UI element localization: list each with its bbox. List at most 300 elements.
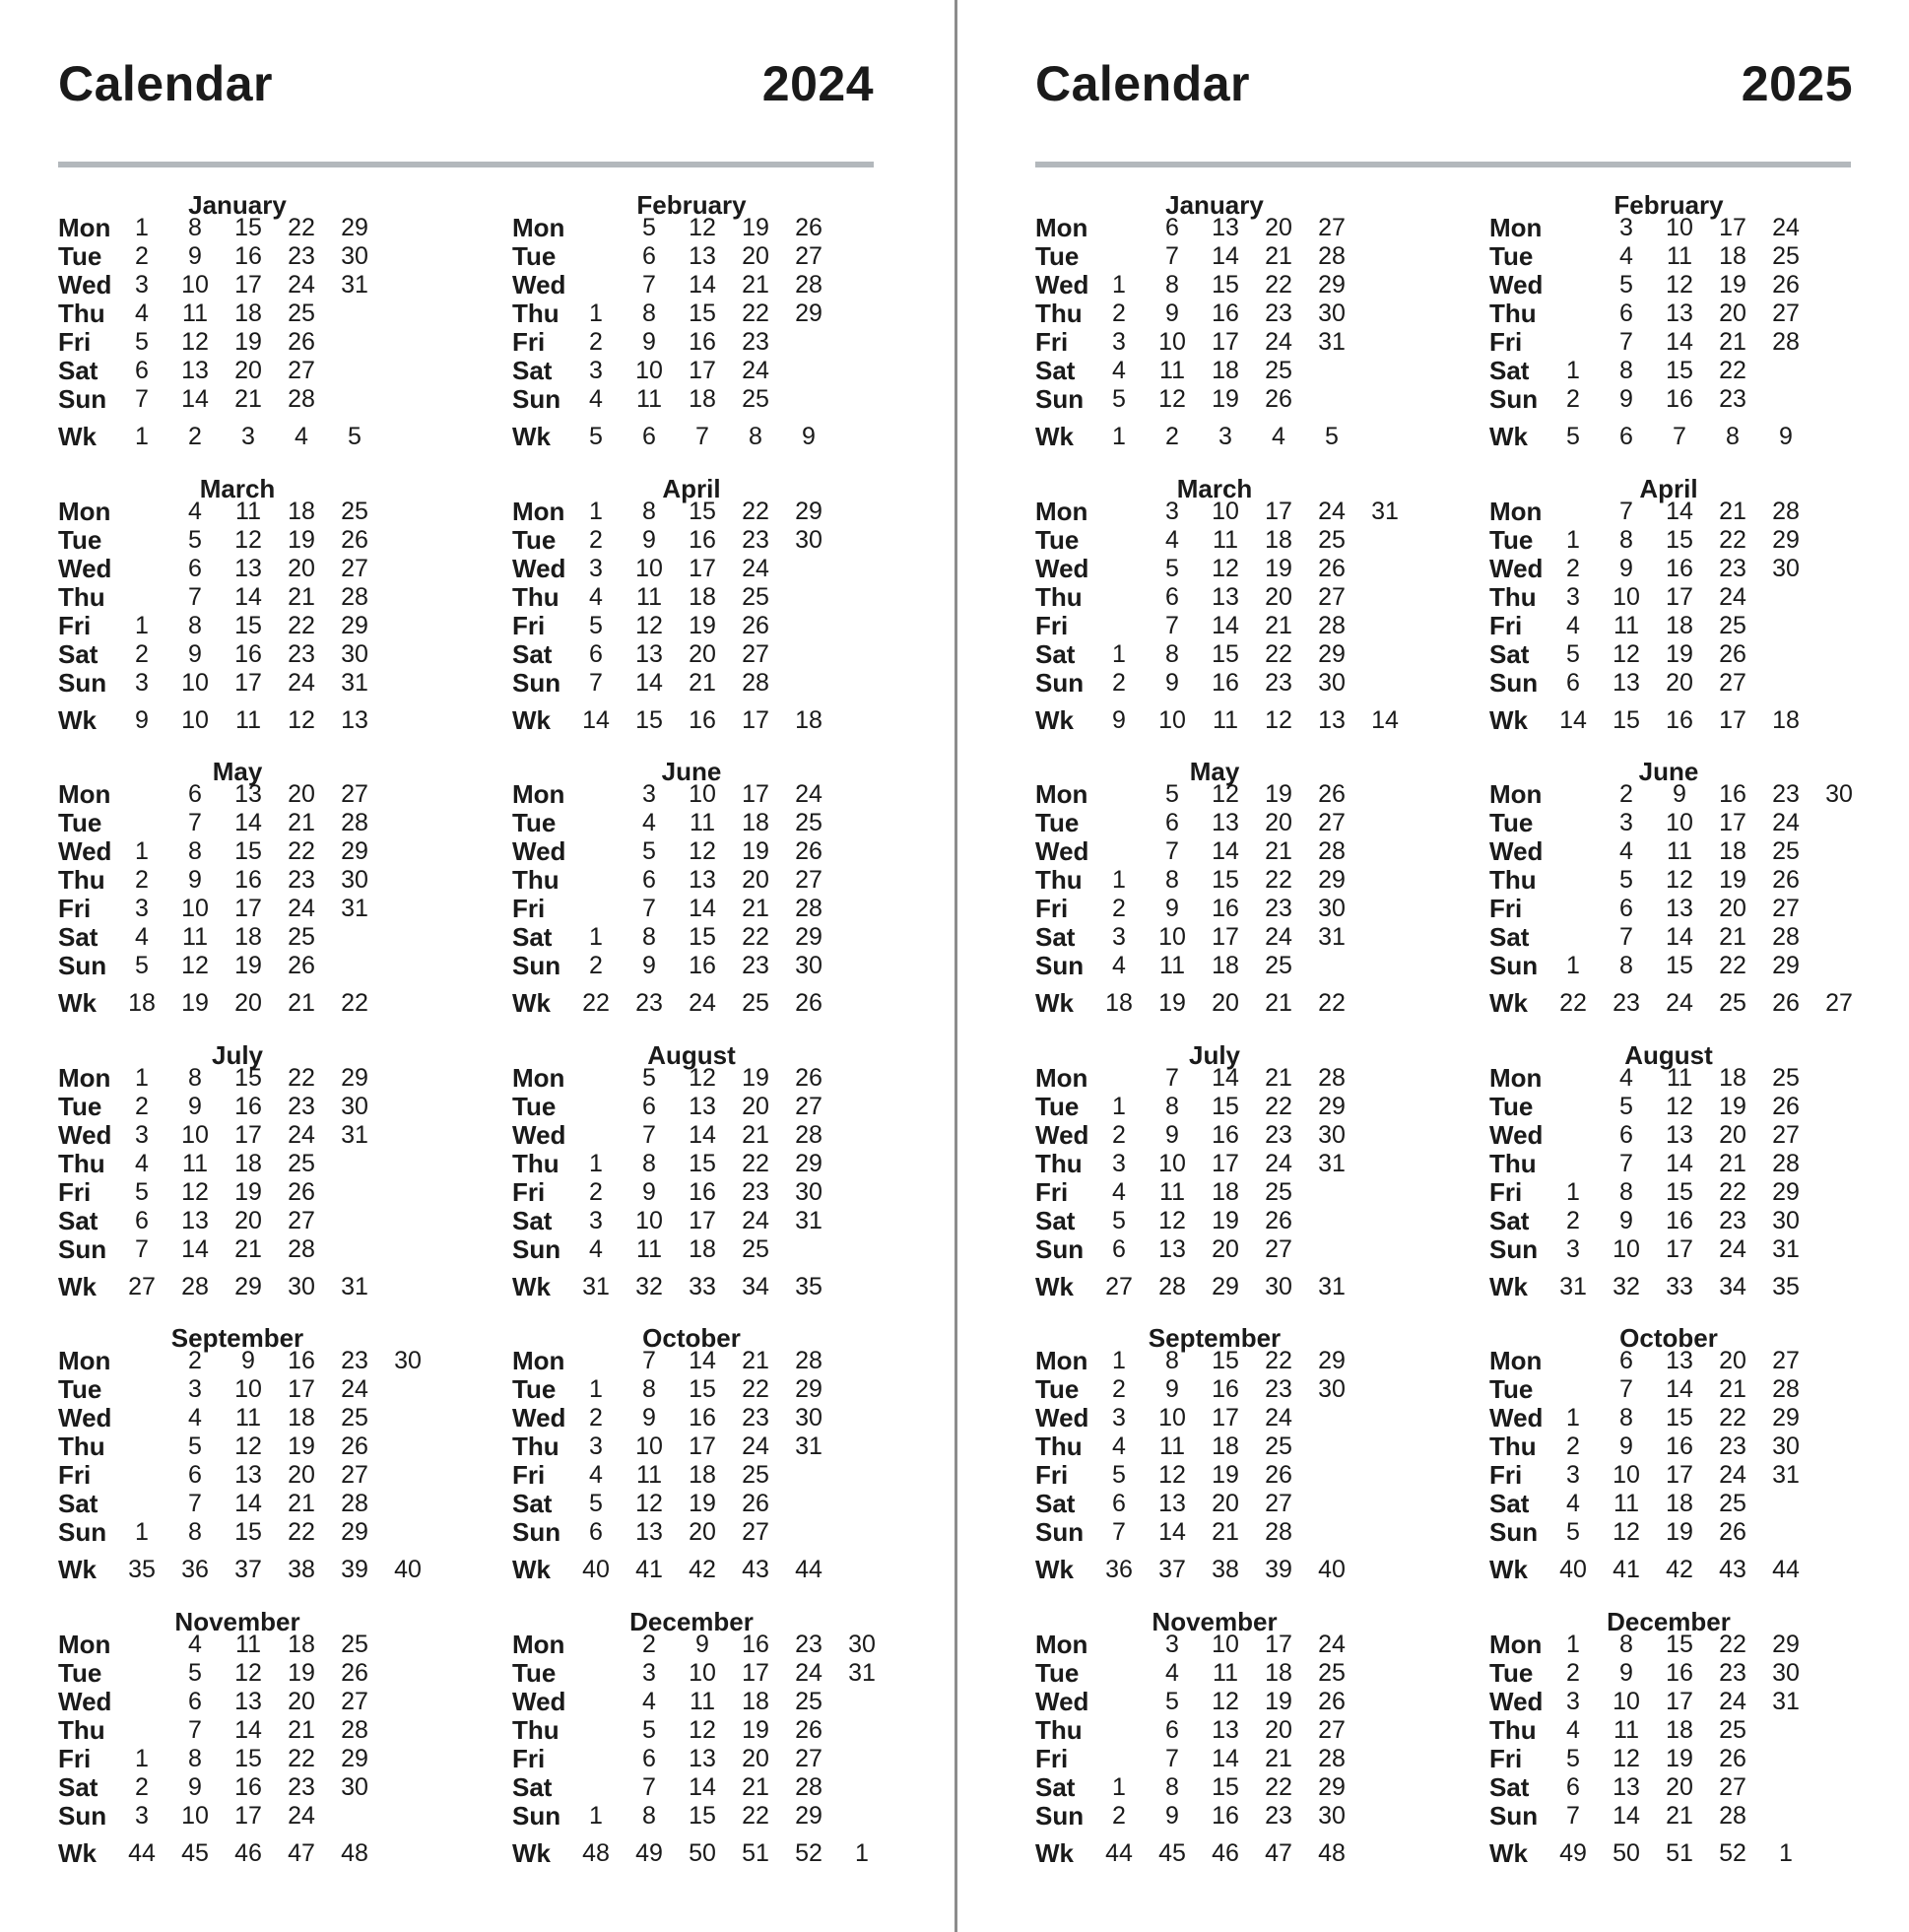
day-cell: 18 — [288, 1631, 315, 1658]
week-number: 25 — [742, 989, 769, 1017]
day-cell: 25 — [288, 923, 315, 951]
day-cell: 17 — [234, 669, 262, 697]
week-number-row — [1489, 1556, 1909, 1584]
day-cell: 8 — [1165, 1093, 1179, 1120]
day-row — [1489, 1235, 1909, 1264]
day-cell: 18 — [1212, 1432, 1239, 1460]
day-cell: 19 — [1666, 1745, 1693, 1772]
day-cell: 24 — [1719, 1688, 1746, 1715]
week-label: Wk — [1489, 1838, 1528, 1868]
day-cell: 18 — [288, 498, 315, 525]
day-cell: 18 — [689, 1461, 716, 1489]
weekday-label: Thu — [1489, 299, 1537, 328]
weekday-label: Sat — [1035, 356, 1076, 385]
day-cell: 6 — [188, 780, 202, 808]
week-label: Wk — [58, 705, 97, 735]
day-cell: 5 — [1165, 1688, 1179, 1715]
week-label: Wk — [1035, 1272, 1074, 1301]
day-cell: 14 — [234, 1490, 262, 1517]
week-number-row — [512, 423, 946, 451]
weekday-label: Tue — [1035, 1374, 1080, 1404]
day-cell: 16 — [1666, 1659, 1693, 1687]
day-cell: 1 — [1566, 952, 1580, 979]
day-cell: 20 — [1719, 895, 1746, 922]
day-row — [512, 669, 946, 698]
weekday-label: Sat — [512, 1206, 553, 1235]
day-cell: 12 — [689, 1716, 716, 1744]
week-number: 31 — [582, 1273, 610, 1300]
weekday-label: Tue — [58, 525, 102, 555]
weekday-label: Mon — [512, 213, 565, 242]
month-name: December — [1607, 1607, 1731, 1636]
day-cell: 27 — [1719, 1773, 1746, 1801]
day-row — [512, 1150, 946, 1178]
weekday-label: Thu — [512, 1432, 560, 1461]
day-cell: 5 — [1165, 780, 1179, 808]
day-cell: 18 — [1666, 612, 1693, 639]
day-row — [1035, 1064, 1469, 1093]
weekday-label: Sat — [1035, 1489, 1076, 1518]
day-cell: 29 — [341, 1745, 368, 1772]
day-cell: 23 — [1265, 1121, 1292, 1149]
day-cell: 20 — [288, 780, 315, 808]
day-cell: 28 — [795, 1773, 823, 1801]
day-cell: 13 — [234, 555, 262, 582]
day-row — [1035, 1490, 1469, 1518]
weekday-label: Fri — [58, 894, 92, 923]
day-cell: 16 — [1212, 895, 1239, 922]
weekday-label: Thu — [58, 299, 105, 328]
day-row — [1489, 1716, 1909, 1745]
week-number: 29 — [1212, 1273, 1239, 1300]
weekday-label: Thu — [58, 582, 105, 612]
week-number: 23 — [1613, 989, 1640, 1017]
weekday-label: Sat — [1489, 1206, 1530, 1235]
day-cell: 9 — [188, 242, 202, 270]
week-label: Wk — [58, 988, 97, 1018]
day-cell: 15 — [1212, 271, 1239, 299]
weekday-label: Wed — [1035, 1403, 1089, 1432]
day-cell: 16 — [689, 328, 716, 356]
weekday-label: Fri — [1489, 611, 1523, 640]
day-cell: 14 — [1666, 923, 1693, 951]
header-rule — [58, 162, 874, 167]
day-cell: 23 — [1719, 555, 1746, 582]
day-cell: 5 — [188, 1659, 202, 1687]
day-cell: 10 — [234, 1375, 262, 1403]
day-cell: 6 — [1619, 1121, 1633, 1149]
week-number-row — [1489, 423, 1909, 451]
day-cell: 29 — [341, 837, 368, 865]
day-cell: 29 — [795, 1802, 823, 1830]
weekday-label: Fri — [1489, 894, 1523, 923]
day-row — [58, 214, 492, 242]
day-row — [58, 1347, 492, 1375]
day-cell: 6 — [642, 1093, 656, 1120]
day-cell: 24 — [795, 1659, 823, 1687]
weekday-label: Sun — [58, 1517, 107, 1547]
weekday-label: Tue — [1035, 241, 1080, 271]
day-cell: 13 — [1613, 1773, 1640, 1801]
weekday-label: Fri — [1489, 327, 1523, 357]
day-cell: 14 — [1666, 498, 1693, 525]
day-cell: 29 — [1772, 1631, 1800, 1658]
weekday-label: Thu — [1489, 1715, 1537, 1745]
day-cell: 15 — [689, 923, 716, 951]
day-row — [512, 1064, 946, 1093]
day-cell: 4 — [1112, 1432, 1126, 1460]
day-cell: 8 — [1165, 640, 1179, 668]
day-row — [58, 837, 492, 866]
day-cell: 10 — [181, 895, 209, 922]
day-cell: 4 — [1112, 357, 1126, 384]
day-cell: 7 — [1619, 1375, 1633, 1403]
day-cell: 28 — [1265, 1518, 1292, 1546]
week-number-row — [1035, 1839, 1469, 1868]
day-cell: 26 — [341, 1659, 368, 1687]
day-cell: 29 — [1318, 1347, 1346, 1374]
day-row — [1035, 866, 1469, 895]
week-label: Wk — [1035, 1838, 1074, 1868]
day-row — [58, 866, 492, 895]
day-cell: 9 — [188, 866, 202, 894]
day-cell: 13 — [1666, 300, 1693, 327]
day-cell: 24 — [1772, 809, 1800, 836]
weekday-label: Sat — [1489, 356, 1530, 385]
week-number-row — [58, 989, 492, 1018]
weekday-label: Mon — [1035, 1630, 1088, 1659]
day-cell: 17 — [742, 780, 769, 808]
day-cell: 25 — [1772, 242, 1800, 270]
day-cell: 26 — [1265, 1207, 1292, 1234]
day-row — [512, 1716, 946, 1745]
week-number-row — [58, 706, 492, 735]
day-cell: 25 — [1719, 1716, 1746, 1744]
day-cell: 21 — [742, 1347, 769, 1374]
week-number: 9 — [1779, 423, 1793, 450]
month-block — [58, 186, 492, 457]
week-label: Wk — [1489, 1272, 1528, 1301]
week-number: 44 — [1772, 1556, 1800, 1583]
day-cell: 9 — [1619, 555, 1633, 582]
day-row — [58, 357, 492, 385]
day-cell: 3 — [1619, 214, 1633, 241]
day-cell: 26 — [795, 1716, 823, 1744]
day-cell: 4 — [1566, 612, 1580, 639]
day-cell: 6 — [589, 640, 603, 668]
weekday-label: Thu — [1489, 1432, 1537, 1461]
day-row — [58, 1773, 492, 1802]
weekday-label: Sat — [512, 1772, 553, 1802]
day-cell: 10 — [1212, 1631, 1239, 1658]
day-cell: 29 — [795, 1150, 823, 1177]
day-cell: 10 — [635, 357, 663, 384]
day-cell: 22 — [742, 923, 769, 951]
day-cell: 17 — [1212, 923, 1239, 951]
week-number: 11 — [235, 706, 261, 734]
weekday-label: Sun — [512, 1517, 561, 1547]
day-cell: 24 — [1318, 498, 1346, 525]
day-row — [512, 1235, 946, 1264]
day-cell: 4 — [589, 583, 603, 611]
day-cell: 9 — [642, 328, 656, 356]
weekday-label: Mon — [512, 1630, 565, 1659]
day-cell: 21 — [288, 1490, 315, 1517]
day-cell: 3 — [1112, 923, 1126, 951]
weekday-label: Sat — [58, 356, 99, 385]
day-cell: 12 — [689, 214, 716, 241]
week-number: 38 — [1212, 1556, 1239, 1583]
day-cell: 22 — [288, 837, 315, 865]
weekday-label: Tue — [1489, 808, 1534, 837]
week-number: 18 — [1772, 706, 1800, 734]
month-block — [1489, 1603, 1909, 1874]
day-cell: 11 — [1159, 1432, 1185, 1460]
day-cell: 9 — [642, 952, 656, 979]
week-number: 39 — [341, 1556, 368, 1583]
day-cell: 19 — [742, 214, 769, 241]
day-cell: 3 — [642, 780, 656, 808]
week-label: Wk — [1489, 1555, 1528, 1584]
day-cell: 23 — [1719, 1432, 1746, 1460]
day-cell: 7 — [642, 271, 656, 299]
day-cell: 6 — [1165, 1716, 1179, 1744]
day-cell: 23 — [288, 640, 315, 668]
day-cell: 17 — [288, 1375, 315, 1403]
day-row — [1035, 952, 1469, 980]
day-cell: 27 — [742, 640, 769, 668]
day-row — [58, 583, 492, 612]
week-number: 32 — [635, 1273, 663, 1300]
week-number: 14 — [1559, 706, 1587, 734]
week-number: 44 — [795, 1556, 823, 1583]
day-row — [1035, 1461, 1469, 1490]
day-cell: 7 — [188, 809, 202, 836]
day-cell: 12 — [1158, 385, 1186, 413]
month-block — [58, 1603, 492, 1874]
weekday-label: Sun — [512, 1801, 561, 1831]
week-number: 49 — [1559, 1839, 1587, 1867]
week-number: 32 — [1613, 1273, 1640, 1300]
day-cell: 15 — [1212, 866, 1239, 894]
weekday-label: Wed — [1035, 270, 1089, 300]
day-row — [58, 1802, 492, 1831]
week-number-row — [512, 1273, 946, 1301]
day-cell: 27 — [1772, 300, 1800, 327]
day-cell: 9 — [1165, 1375, 1179, 1403]
month-block — [1489, 1319, 1909, 1590]
day-row — [512, 300, 946, 328]
day-cell: 4 — [135, 1150, 149, 1177]
day-cell: 24 — [1265, 923, 1292, 951]
month-block — [1489, 470, 1909, 741]
day-cell: 25 — [742, 1461, 769, 1489]
day-cell: 20 — [689, 640, 716, 668]
day-cell: 26 — [288, 328, 315, 356]
day-row — [1489, 1150, 1909, 1178]
day-cell: 17 — [234, 895, 262, 922]
day-row — [1035, 328, 1469, 357]
day-cell: 25 — [341, 1404, 368, 1432]
day-cell: 7 — [188, 1716, 202, 1744]
week-number: 35 — [128, 1556, 156, 1583]
day-cell: 24 — [795, 780, 823, 808]
day-cell: 12 — [234, 1659, 262, 1687]
weekday-label: Sat — [1035, 1772, 1076, 1802]
month-name: September — [170, 1323, 304, 1353]
day-cell: 11 — [1667, 837, 1692, 865]
week-number: 31 — [1559, 1273, 1587, 1300]
weekday-label: Wed — [58, 270, 112, 300]
day-cell: 27 — [288, 1207, 315, 1234]
day-cell: 24 — [742, 357, 769, 384]
day-cell: 18 — [742, 809, 769, 836]
day-cell: 29 — [1318, 640, 1346, 668]
day-cell: 7 — [1165, 242, 1179, 270]
day-cell: 18 — [234, 300, 262, 327]
day-cell: 2 — [1112, 1802, 1126, 1830]
day-cell: 8 — [188, 612, 202, 639]
day-cell: 16 — [234, 242, 262, 270]
day-cell: 11 — [1159, 357, 1185, 384]
day-cell: 27 — [341, 1688, 368, 1715]
week-number: 48 — [1318, 1839, 1346, 1867]
weekday-label: Sun — [512, 1234, 561, 1264]
day-cell: 22 — [742, 1375, 769, 1403]
weekday-label: Sat — [512, 1489, 553, 1518]
weekday-label: Sat — [58, 1206, 99, 1235]
week-label: Wk — [512, 705, 551, 735]
day-cell: 30 — [1318, 1121, 1346, 1149]
day-row — [58, 1631, 492, 1659]
day-cell: 14 — [234, 1716, 262, 1744]
week-number: 13 — [341, 706, 368, 734]
day-cell: 1 — [135, 214, 149, 241]
day-cell: 15 — [1212, 1347, 1239, 1374]
day-row — [1035, 385, 1469, 414]
week-number: 51 — [1666, 1839, 1693, 1867]
weekday-label: Tue — [1489, 1374, 1534, 1404]
weekday-label: Sun — [58, 384, 107, 414]
day-cell: 6 — [1165, 583, 1179, 611]
day-cell: 25 — [742, 1235, 769, 1263]
day-cell: 2 — [1619, 780, 1633, 808]
day-cell: 7 — [1619, 328, 1633, 356]
day-cell: 4 — [1619, 837, 1633, 865]
day-cell: 24 — [288, 271, 315, 299]
month-name: February — [1613, 190, 1724, 220]
day-cell: 20 — [1265, 583, 1292, 611]
day-cell: 30 — [1318, 1375, 1346, 1403]
day-row — [58, 526, 492, 555]
day-cell: 20 — [1212, 1235, 1239, 1263]
day-cell: 24 — [742, 1432, 769, 1460]
week-number: 24 — [1666, 989, 1693, 1017]
day-cell: 10 — [635, 1432, 663, 1460]
day-cell: 26 — [288, 1178, 315, 1206]
day-cell: 29 — [1772, 526, 1800, 554]
day-cell: 17 — [1719, 214, 1746, 241]
week-number: 39 — [1265, 1556, 1292, 1583]
day-cell: 13 — [689, 866, 716, 894]
day-cell: 18 — [1719, 242, 1746, 270]
day-row — [1035, 1375, 1469, 1404]
day-cell: 11 — [235, 498, 261, 525]
day-cell: 2 — [1566, 1659, 1580, 1687]
week-number: 40 — [1318, 1556, 1346, 1583]
day-cell: 30 — [1318, 669, 1346, 697]
day-cell: 19 — [234, 952, 262, 979]
day-cell: 10 — [1613, 1688, 1640, 1715]
day-cell: 22 — [1265, 271, 1292, 299]
week-number: 14 — [1371, 706, 1399, 734]
day-cell: 14 — [181, 1235, 209, 1263]
day-cell: 19 — [234, 328, 262, 356]
weekday-label: Fri — [1035, 1744, 1069, 1773]
day-row — [58, 923, 492, 952]
day-row — [1035, 1093, 1469, 1121]
day-row — [1035, 1518, 1469, 1547]
weekday-label: Wed — [1489, 1687, 1544, 1716]
week-number: 5 — [589, 423, 603, 450]
day-cell: 18 — [1666, 1716, 1693, 1744]
day-row — [1489, 1432, 1909, 1461]
day-cell: 15 — [1212, 1093, 1239, 1120]
day-cell: 10 — [689, 780, 716, 808]
week-number-row — [1035, 706, 1469, 735]
day-cell: 9 — [1619, 1432, 1633, 1460]
weekday-label: Fri — [512, 1460, 546, 1490]
weekday-label: Mon — [1035, 779, 1088, 809]
day-cell: 28 — [288, 385, 315, 413]
week-label: Wk — [512, 988, 551, 1018]
day-cell: 3 — [135, 895, 149, 922]
day-cell: 20 — [1265, 809, 1292, 836]
day-cell: 8 — [1619, 1178, 1633, 1206]
day-cell: 5 — [1566, 640, 1580, 668]
day-cell: 23 — [1772, 780, 1800, 808]
week-number: 50 — [1613, 1839, 1640, 1867]
day-cell: 2 — [589, 328, 603, 356]
day-row — [58, 1518, 492, 1547]
day-cell: 27 — [341, 780, 368, 808]
week-number-row — [512, 989, 946, 1018]
day-cell: 1 — [1566, 526, 1580, 554]
day-cell: 1 — [1112, 271, 1126, 299]
day-cell: 7 — [1566, 1802, 1580, 1830]
month-name: May — [1189, 757, 1240, 786]
day-cell: 2 — [1112, 895, 1126, 922]
weekday-label: Fri — [58, 327, 92, 357]
day-row — [58, 1432, 492, 1461]
day-cell: 13 — [689, 242, 716, 270]
day-cell: 19 — [742, 1064, 769, 1092]
day-cell: 31 — [341, 895, 368, 922]
day-cell: 1 — [589, 1150, 603, 1177]
day-cell: 6 — [188, 1688, 202, 1715]
day-cell: 21 — [1719, 498, 1746, 525]
day-cell: 7 — [1619, 923, 1633, 951]
day-cell: 14 — [1212, 242, 1239, 270]
day-row — [512, 837, 946, 866]
day-cell: 22 — [1719, 1631, 1746, 1658]
day-row — [1489, 1093, 1909, 1121]
month-name: March — [1176, 474, 1253, 503]
day-cell: 23 — [742, 952, 769, 979]
day-row — [58, 1178, 492, 1207]
day-cell: 1 — [135, 1745, 149, 1772]
day-cell: 9 — [188, 640, 202, 668]
